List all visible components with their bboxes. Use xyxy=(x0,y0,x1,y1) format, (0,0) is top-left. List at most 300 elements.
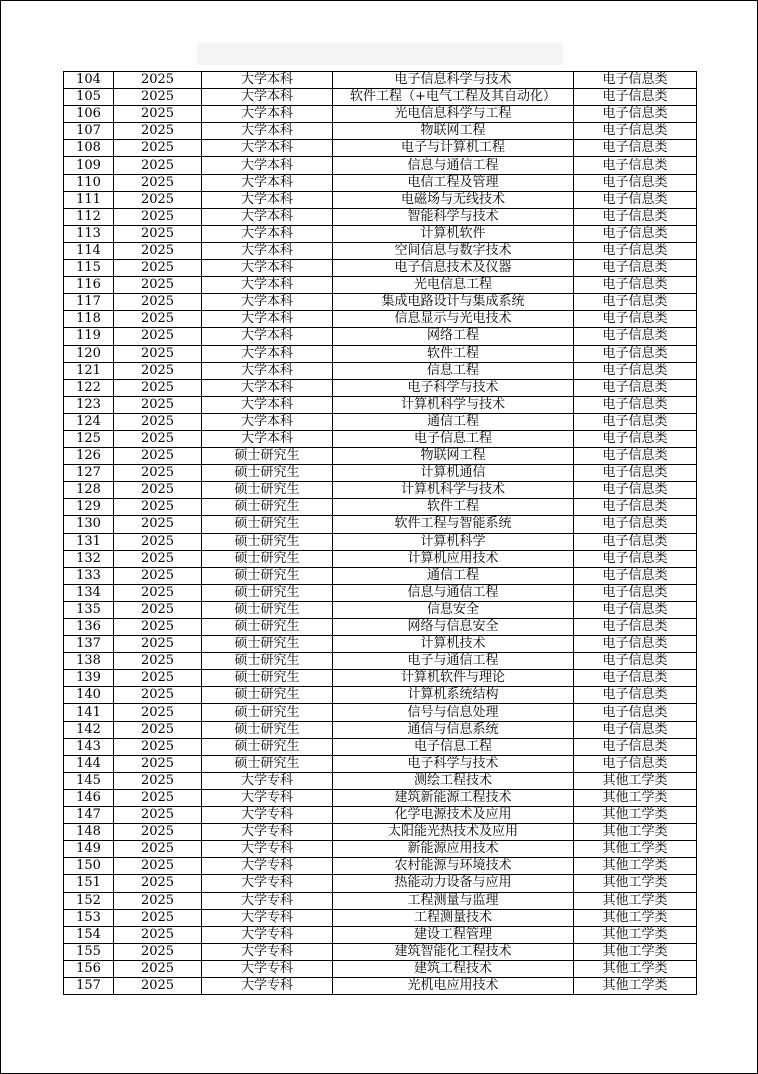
cell-index: 142 xyxy=(64,721,114,738)
cell-year: 2025 xyxy=(114,567,202,584)
table-row xyxy=(64,636,697,653)
cell-year: 2025 xyxy=(114,943,202,960)
cell-category: 电子信息类 xyxy=(574,328,697,345)
cell-category: 电子信息类 xyxy=(574,465,697,482)
cell-category: 电子信息类 xyxy=(574,670,697,687)
cell-major: 光机电应用技术 xyxy=(333,977,574,994)
cell-category: 电子信息类 xyxy=(574,242,697,259)
table-row xyxy=(64,379,697,396)
table-row xyxy=(64,191,697,208)
cell-degree: 大学本科 xyxy=(202,379,333,396)
cell-index: 124 xyxy=(64,413,114,430)
cell-degree: 大学专科 xyxy=(202,960,333,977)
cell-index: 145 xyxy=(64,772,114,789)
cell-degree: 硕士研究生 xyxy=(202,499,333,516)
cell-index: 120 xyxy=(64,345,114,362)
cell-category: 电子信息类 xyxy=(574,396,697,413)
cell-major: 计算机软件与理论 xyxy=(333,670,574,687)
cell-category: 电子信息类 xyxy=(574,516,697,533)
table-row xyxy=(64,140,697,157)
cell-category: 电子信息类 xyxy=(574,448,697,465)
cell-degree: 硕士研究生 xyxy=(202,448,333,465)
cell-index: 152 xyxy=(64,892,114,909)
table-row xyxy=(64,89,697,106)
cell-degree: 硕士研究生 xyxy=(202,721,333,738)
cell-category: 电子信息类 xyxy=(574,482,697,499)
cell-category: 电子信息类 xyxy=(574,704,697,721)
table-row xyxy=(64,824,697,841)
table-row xyxy=(64,909,697,926)
cell-category: 电子信息类 xyxy=(574,89,697,106)
cell-degree: 大学专科 xyxy=(202,807,333,824)
table-row xyxy=(64,789,697,806)
cell-major: 电子科学与技术 xyxy=(333,755,574,772)
cell-major: 信息与通信工程 xyxy=(333,157,574,174)
cell-year: 2025 xyxy=(114,687,202,704)
cell-major: 电子信息工程 xyxy=(333,738,574,755)
cell-degree: 大学本科 xyxy=(202,208,333,225)
cell-category: 电子信息类 xyxy=(574,123,697,140)
cell-index: 117 xyxy=(64,294,114,311)
table-row xyxy=(64,772,697,789)
cell-major: 电子科学与技术 xyxy=(333,379,574,396)
cell-year: 2025 xyxy=(114,533,202,550)
table-row xyxy=(64,430,697,447)
cell-major: 物联网工程 xyxy=(333,448,574,465)
cell-year: 2025 xyxy=(114,174,202,191)
cell-category: 电子信息类 xyxy=(574,636,697,653)
table-row xyxy=(64,106,697,123)
cell-major: 信息工程 xyxy=(333,362,574,379)
cell-category: 电子信息类 xyxy=(574,225,697,242)
cell-degree: 硕士研究生 xyxy=(202,482,333,499)
cell-major: 建筑智能化工程技术 xyxy=(333,943,574,960)
cell-category: 其他工学类 xyxy=(574,960,697,977)
table-row xyxy=(64,157,697,174)
cell-major: 新能源应用技术 xyxy=(333,841,574,858)
table-row xyxy=(64,482,697,499)
cell-major: 物联网工程 xyxy=(333,123,574,140)
cell-category: 电子信息类 xyxy=(574,345,697,362)
cell-degree: 大学本科 xyxy=(202,413,333,430)
cell-year: 2025 xyxy=(114,892,202,909)
cell-degree: 硕士研究生 xyxy=(202,687,333,704)
cell-major: 通信工程 xyxy=(333,413,574,430)
cell-index: 125 xyxy=(64,430,114,447)
table-body xyxy=(64,72,697,995)
cell-degree: 大学本科 xyxy=(202,225,333,242)
cell-index: 147 xyxy=(64,807,114,824)
cell-category: 电子信息类 xyxy=(574,738,697,755)
cell-degree: 大学专科 xyxy=(202,926,333,943)
cell-major: 信息与通信工程 xyxy=(333,584,574,601)
table-row xyxy=(64,294,697,311)
cell-index: 108 xyxy=(64,140,114,157)
cell-degree: 大学本科 xyxy=(202,242,333,259)
cell-degree: 大学专科 xyxy=(202,841,333,858)
cell-year: 2025 xyxy=(114,379,202,396)
cell-year: 2025 xyxy=(114,482,202,499)
cell-major: 信号与信息处理 xyxy=(333,704,574,721)
cell-degree: 硕士研究生 xyxy=(202,533,333,550)
table-row xyxy=(64,362,697,379)
cell-category: 其他工学类 xyxy=(574,858,697,875)
cell-major: 化学电源技术及应用 xyxy=(333,807,574,824)
cell-major: 建筑新能源工程技术 xyxy=(333,789,574,806)
cell-year: 2025 xyxy=(114,72,202,89)
cell-category: 其他工学类 xyxy=(574,789,697,806)
table-row xyxy=(64,72,697,89)
cell-major: 光电信息工程 xyxy=(333,277,574,294)
cell-index: 115 xyxy=(64,260,114,277)
cell-degree: 大学专科 xyxy=(202,789,333,806)
cell-index: 119 xyxy=(64,328,114,345)
cell-category: 电子信息类 xyxy=(574,174,697,191)
cell-category: 电子信息类 xyxy=(574,721,697,738)
cell-degree: 大学本科 xyxy=(202,89,333,106)
cell-year: 2025 xyxy=(114,465,202,482)
cell-major: 信息安全 xyxy=(333,601,574,618)
cell-major: 测绘工程技术 xyxy=(333,772,574,789)
cell-year: 2025 xyxy=(114,670,202,687)
cell-index: 114 xyxy=(64,242,114,259)
cell-index: 133 xyxy=(64,567,114,584)
cell-degree: 大学专科 xyxy=(202,875,333,892)
cell-index: 156 xyxy=(64,960,114,977)
cell-category: 电子信息类 xyxy=(574,140,697,157)
cell-index: 104 xyxy=(64,72,114,89)
cell-major: 计算机通信 xyxy=(333,465,574,482)
cell-index: 135 xyxy=(64,601,114,618)
cell-degree: 大学本科 xyxy=(202,106,333,123)
cell-category: 电子信息类 xyxy=(574,362,697,379)
cell-index: 137 xyxy=(64,636,114,653)
cell-category: 其他工学类 xyxy=(574,977,697,994)
table-row xyxy=(64,721,697,738)
cell-year: 2025 xyxy=(114,550,202,567)
cell-degree: 硕士研究生 xyxy=(202,704,333,721)
cell-index: 130 xyxy=(64,516,114,533)
table-row xyxy=(64,533,697,550)
cell-degree: 大学专科 xyxy=(202,892,333,909)
cell-major: 软件工程 xyxy=(333,499,574,516)
cell-year: 2025 xyxy=(114,328,202,345)
cell-index: 144 xyxy=(64,755,114,772)
cell-year: 2025 xyxy=(114,413,202,430)
cell-year: 2025 xyxy=(114,977,202,994)
cell-index: 134 xyxy=(64,584,114,601)
cell-index: 153 xyxy=(64,909,114,926)
cell-category: 电子信息类 xyxy=(574,277,697,294)
cell-category: 其他工学类 xyxy=(574,807,697,824)
cell-year: 2025 xyxy=(114,841,202,858)
table-row xyxy=(64,567,697,584)
cell-degree: 大学本科 xyxy=(202,123,333,140)
cell-major: 电子与通信工程 xyxy=(333,653,574,670)
cell-index: 121 xyxy=(64,362,114,379)
cell-major: 电子信息技术及仪器 xyxy=(333,260,574,277)
cell-category: 电子信息类 xyxy=(574,567,697,584)
cell-year: 2025 xyxy=(114,584,202,601)
cell-degree: 硕士研究生 xyxy=(202,636,333,653)
cell-degree: 大学专科 xyxy=(202,858,333,875)
cell-year: 2025 xyxy=(114,311,202,328)
cell-degree: 硕士研究生 xyxy=(202,584,333,601)
cell-year: 2025 xyxy=(114,824,202,841)
cell-degree: 大学本科 xyxy=(202,294,333,311)
cell-major: 电子信息工程 xyxy=(333,430,574,447)
cell-year: 2025 xyxy=(114,738,202,755)
cell-category: 电子信息类 xyxy=(574,550,697,567)
cell-index: 113 xyxy=(64,225,114,242)
cell-category: 其他工学类 xyxy=(574,824,697,841)
cell-degree: 硕士研究生 xyxy=(202,670,333,687)
cell-year: 2025 xyxy=(114,260,202,277)
cell-degree: 大学本科 xyxy=(202,140,333,157)
cell-major: 电信工程及管理 xyxy=(333,174,574,191)
cell-degree: 大学本科 xyxy=(202,157,333,174)
table-row xyxy=(64,174,697,191)
cell-major: 农村能源与环境技术 xyxy=(333,858,574,875)
cell-year: 2025 xyxy=(114,807,202,824)
cell-category: 其他工学类 xyxy=(574,926,697,943)
cell-index: 146 xyxy=(64,789,114,806)
cell-major: 太阳能光热技术及应用 xyxy=(333,824,574,841)
cell-degree: 大学专科 xyxy=(202,909,333,926)
table-row xyxy=(64,619,697,636)
cell-index: 116 xyxy=(64,277,114,294)
cell-index: 107 xyxy=(64,123,114,140)
cell-year: 2025 xyxy=(114,208,202,225)
header-band xyxy=(197,43,563,65)
table-row xyxy=(64,841,697,858)
cell-category: 电子信息类 xyxy=(574,311,697,328)
cell-major: 工程测量与监理 xyxy=(333,892,574,909)
cell-category: 电子信息类 xyxy=(574,379,697,396)
cell-major: 电子与计算机工程 xyxy=(333,140,574,157)
table-row xyxy=(64,208,697,225)
cell-degree: 大学专科 xyxy=(202,977,333,994)
cell-index: 118 xyxy=(64,311,114,328)
cell-year: 2025 xyxy=(114,721,202,738)
table-row xyxy=(64,499,697,516)
table-row xyxy=(64,465,697,482)
cell-category: 电子信息类 xyxy=(574,413,697,430)
cell-year: 2025 xyxy=(114,89,202,106)
table-row xyxy=(64,413,697,430)
cell-degree: 大学本科 xyxy=(202,260,333,277)
cell-major: 计算机软件 xyxy=(333,225,574,242)
cell-year: 2025 xyxy=(114,772,202,789)
cell-index: 126 xyxy=(64,448,114,465)
table-row xyxy=(64,277,697,294)
cell-category: 电子信息类 xyxy=(574,157,697,174)
cell-degree: 大学专科 xyxy=(202,772,333,789)
cell-major: 电磁场与无线技术 xyxy=(333,191,574,208)
table-row xyxy=(64,328,697,345)
cell-year: 2025 xyxy=(114,277,202,294)
table-row xyxy=(64,653,697,670)
cell-category: 其他工学类 xyxy=(574,875,697,892)
cell-year: 2025 xyxy=(114,294,202,311)
cell-degree: 大学专科 xyxy=(202,824,333,841)
cell-degree: 大学本科 xyxy=(202,430,333,447)
cell-degree: 大学本科 xyxy=(202,277,333,294)
cell-category: 电子信息类 xyxy=(574,430,697,447)
cell-year: 2025 xyxy=(114,225,202,242)
cell-major: 光电信息科学与工程 xyxy=(333,106,574,123)
cell-category: 电子信息类 xyxy=(574,260,697,277)
cell-index: 136 xyxy=(64,619,114,636)
cell-year: 2025 xyxy=(114,448,202,465)
cell-degree: 硕士研究生 xyxy=(202,550,333,567)
cell-index: 143 xyxy=(64,738,114,755)
cell-major: 信息显示与光电技术 xyxy=(333,311,574,328)
cell-index: 128 xyxy=(64,482,114,499)
major-table xyxy=(63,71,697,995)
cell-category: 电子信息类 xyxy=(574,499,697,516)
cell-category: 电子信息类 xyxy=(574,191,697,208)
table-row xyxy=(64,242,697,259)
cell-category: 电子信息类 xyxy=(574,755,697,772)
cell-year: 2025 xyxy=(114,140,202,157)
cell-category: 电子信息类 xyxy=(574,72,697,89)
cell-index: 149 xyxy=(64,841,114,858)
cell-year: 2025 xyxy=(114,636,202,653)
cell-major: 计算机技术 xyxy=(333,636,574,653)
cell-major: 集成电路设计与集成系统 xyxy=(333,294,574,311)
cell-category: 电子信息类 xyxy=(574,619,697,636)
cell-year: 2025 xyxy=(114,960,202,977)
cell-year: 2025 xyxy=(114,516,202,533)
cell-category: 电子信息类 xyxy=(574,653,697,670)
cell-degree: 大学本科 xyxy=(202,328,333,345)
cell-degree: 大学本科 xyxy=(202,72,333,89)
table-row xyxy=(64,960,697,977)
table-row xyxy=(64,943,697,960)
cell-degree: 大学专科 xyxy=(202,943,333,960)
cell-major: 建设工程管理 xyxy=(333,926,574,943)
cell-category: 其他工学类 xyxy=(574,943,697,960)
cell-major: 计算机科学 xyxy=(333,533,574,550)
cell-degree: 硕士研究生 xyxy=(202,738,333,755)
cell-category: 电子信息类 xyxy=(574,294,697,311)
cell-degree: 硕士研究生 xyxy=(202,601,333,618)
cell-category: 电子信息类 xyxy=(574,106,697,123)
table-row xyxy=(64,704,697,721)
cell-degree: 大学本科 xyxy=(202,311,333,328)
cell-index: 139 xyxy=(64,670,114,687)
cell-index: 106 xyxy=(64,106,114,123)
cell-index: 110 xyxy=(64,174,114,191)
table-row xyxy=(64,738,697,755)
cell-degree: 硕士研究生 xyxy=(202,465,333,482)
table-row xyxy=(64,807,697,824)
table-row xyxy=(64,311,697,328)
cell-category: 电子信息类 xyxy=(574,584,697,601)
table-row xyxy=(64,225,697,242)
cell-index: 127 xyxy=(64,465,114,482)
cell-year: 2025 xyxy=(114,858,202,875)
cell-year: 2025 xyxy=(114,345,202,362)
cell-index: 111 xyxy=(64,191,114,208)
cell-degree: 大学本科 xyxy=(202,396,333,413)
cell-year: 2025 xyxy=(114,909,202,926)
cell-category: 其他工学类 xyxy=(574,892,697,909)
cell-degree: 硕士研究生 xyxy=(202,516,333,533)
cell-year: 2025 xyxy=(114,601,202,618)
table-row xyxy=(64,260,697,277)
table-row xyxy=(64,396,697,413)
cell-index: 150 xyxy=(64,858,114,875)
cell-year: 2025 xyxy=(114,123,202,140)
cell-year: 2025 xyxy=(114,106,202,123)
cell-major: 热能动力设备与应用 xyxy=(333,875,574,892)
table-row xyxy=(64,550,697,567)
table-row xyxy=(64,977,697,994)
cell-index: 151 xyxy=(64,875,114,892)
cell-category: 电子信息类 xyxy=(574,208,697,225)
cell-year: 2025 xyxy=(114,619,202,636)
table-row xyxy=(64,755,697,772)
cell-major: 工程测量技术 xyxy=(333,909,574,926)
cell-category: 其他工学类 xyxy=(574,772,697,789)
cell-major: 软件工程 xyxy=(333,345,574,362)
cell-degree: 大学本科 xyxy=(202,362,333,379)
cell-year: 2025 xyxy=(114,926,202,943)
cell-major: 计算机科学与技术 xyxy=(333,482,574,499)
cell-index: 157 xyxy=(64,977,114,994)
cell-year: 2025 xyxy=(114,362,202,379)
cell-degree: 大学本科 xyxy=(202,191,333,208)
table-row xyxy=(64,670,697,687)
cell-index: 109 xyxy=(64,157,114,174)
cell-index: 105 xyxy=(64,89,114,106)
cell-category: 其他工学类 xyxy=(574,909,697,926)
cell-degree: 硕士研究生 xyxy=(202,619,333,636)
cell-major: 网络与信息安全 xyxy=(333,619,574,636)
cell-year: 2025 xyxy=(114,789,202,806)
cell-index: 129 xyxy=(64,499,114,516)
cell-degree: 硕士研究生 xyxy=(202,567,333,584)
cell-degree: 硕士研究生 xyxy=(202,653,333,670)
cell-major: 计算机科学与技术 xyxy=(333,396,574,413)
table-row xyxy=(64,448,697,465)
cell-year: 2025 xyxy=(114,875,202,892)
cell-major: 软件工程（+电气工程及其自动化） xyxy=(333,89,574,106)
table-row xyxy=(64,858,697,875)
cell-index: 122 xyxy=(64,379,114,396)
cell-index: 138 xyxy=(64,653,114,670)
cell-year: 2025 xyxy=(114,191,202,208)
cell-year: 2025 xyxy=(114,653,202,670)
cell-index: 140 xyxy=(64,687,114,704)
table-row xyxy=(64,123,697,140)
table-row xyxy=(64,516,697,533)
cell-category: 电子信息类 xyxy=(574,687,697,704)
cell-year: 2025 xyxy=(114,499,202,516)
cell-degree: 硕士研究生 xyxy=(202,755,333,772)
cell-major: 计算机系统结构 xyxy=(333,687,574,704)
cell-degree: 大学本科 xyxy=(202,174,333,191)
cell-major: 建筑工程技术 xyxy=(333,960,574,977)
cell-major: 电子信息科学与技术 xyxy=(333,72,574,89)
table-row xyxy=(64,875,697,892)
cell-degree: 大学本科 xyxy=(202,345,333,362)
cell-year: 2025 xyxy=(114,430,202,447)
cell-category: 其他工学类 xyxy=(574,841,697,858)
cell-year: 2025 xyxy=(114,242,202,259)
